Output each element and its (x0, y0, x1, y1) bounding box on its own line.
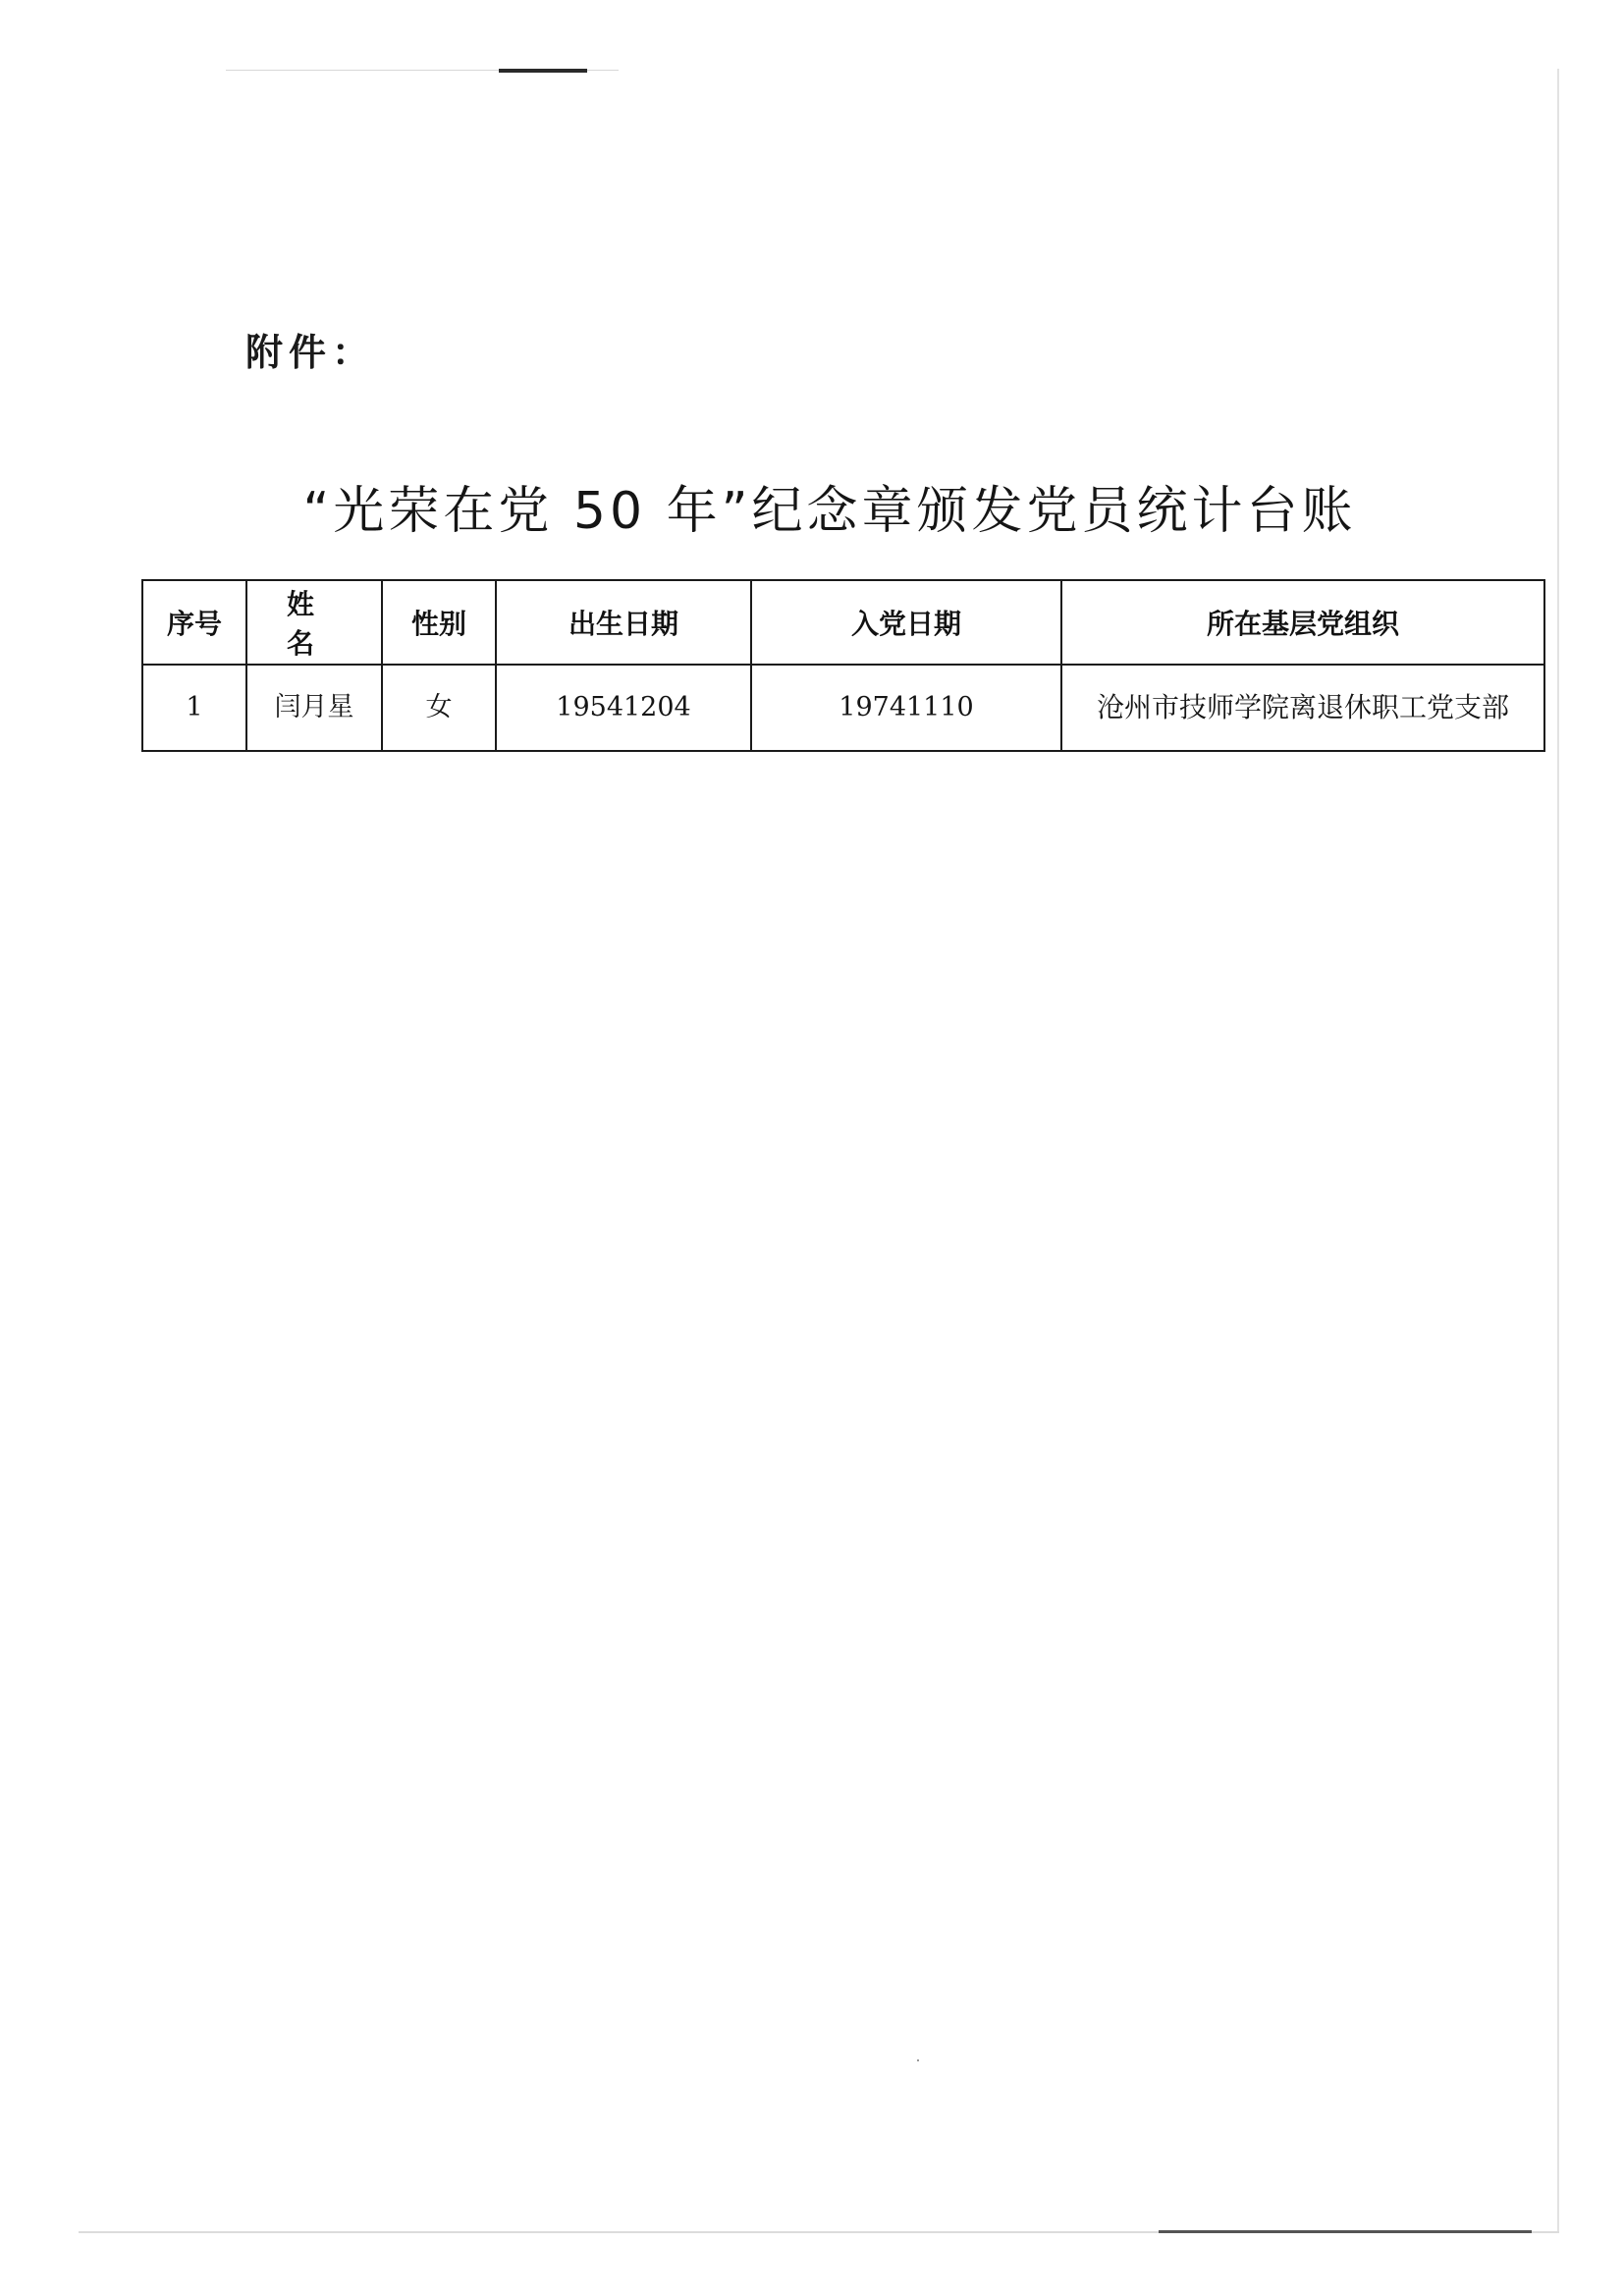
header-name-text: 姓 名 (286, 588, 342, 660)
scan-artifact (1557, 69, 1559, 2233)
scan-artifact (1159, 2230, 1532, 2233)
header-party-join-date: 入党日期 (751, 580, 1061, 665)
cell-index: 1 (142, 665, 246, 751)
attachment-label: 附件： (245, 331, 376, 374)
member-ledger-table (141, 579, 1545, 752)
cell-name: 闫月星 (246, 665, 382, 751)
header-birth-date: 出生日期 (496, 580, 751, 665)
scan-artifact (499, 69, 587, 73)
header-index: 序号 (142, 580, 246, 665)
cell-birth-date: 19541204 (496, 665, 751, 751)
header-name (246, 580, 382, 665)
cell-party-join-date: 19741110 (751, 665, 1061, 751)
cell-gender: 女 (382, 665, 496, 751)
document-title: “光荣在党 50 年”纪念章颁发党员统计台账 (302, 482, 1357, 541)
header-party-organization: 所在基层党组织 (1061, 580, 1544, 665)
table-header-row (142, 580, 1544, 665)
cell-party-organization: 沧州市技师学院离退休职工党支部 (1061, 665, 1544, 751)
scan-artifact (917, 2059, 919, 2061)
header-gender: 性别 (382, 580, 496, 665)
table-row (142, 665, 1544, 751)
